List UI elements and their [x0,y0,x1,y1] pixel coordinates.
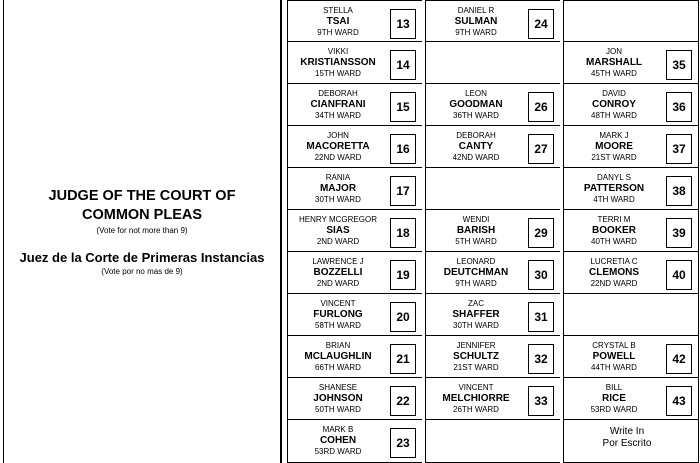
empty-cell [426,168,560,210]
candidate-last-name: CLEMONS [589,267,639,278]
write-in-label-english: Write In [609,426,645,437]
candidate-name-block [564,131,664,162]
candidate-first-name: MARK B [322,425,354,434]
candidate-last-name: DEUTCHMAN [443,267,509,278]
ballot-number-box[interactable]: 33 [528,386,554,416]
office-title-line1: JUDGE OF THE COURT OF [48,188,236,204]
candidate-last-name: BARISH [456,225,496,236]
candidate-last-name: KRISTIANSSON [300,57,376,68]
office-title-spanish: Juez de la Corte de Primeras Instancias [19,250,265,265]
ballot-number-box[interactable]: 18 [390,218,416,248]
candidate-ward: 40TH WARD [591,237,637,246]
candidate-first-name: ZAC [468,299,484,308]
candidate-last-name: SHAFFER [452,309,500,320]
write-in-cell[interactable] [564,420,698,463]
candidate-last-name: CANTY [458,141,494,152]
candidate-cell[interactable] [426,336,560,378]
candidate-last-name: MACORETTA [306,141,370,152]
candidate-cell[interactable] [426,294,560,336]
ballot-number-box[interactable]: 13 [390,9,416,39]
candidate-first-name: BILL [605,383,623,392]
candidate-cell[interactable] [288,210,422,252]
candidate-last-name: CONROY [592,99,636,110]
candidate-last-name: GOODMAN [449,99,503,110]
candidate-first-name: HENRY MCGREGOR [299,215,377,224]
candidate-last-name: BOOKER [592,225,636,236]
candidate-first-name: LEON [465,89,487,98]
candidate-cell[interactable] [288,378,422,420]
candidate-cell[interactable] [564,84,698,126]
candidate-cell[interactable] [564,168,698,210]
ballot-number-box[interactable]: 42 [666,344,692,374]
ballot-number-box[interactable]: 27 [528,134,554,164]
ballot-number-box[interactable]: 14 [390,50,416,80]
candidate-cell[interactable] [288,84,422,126]
candidate-first-name: DANYL S [597,173,631,182]
candidate-first-name: DEBORAH [456,131,496,140]
ballot-number-box[interactable]: 40 [666,260,692,290]
ballot-number-box[interactable]: 29 [528,218,554,248]
candidate-ward: 21ST WARD [591,153,637,162]
write-in-label-spanish: Por Escrito [602,438,652,449]
candidate-cell[interactable] [288,420,422,463]
candidate-last-name: SIAS [326,225,350,236]
candidate-last-name: MOORE [595,141,633,152]
candidate-first-name: JON [606,47,622,56]
candidate-ward: 58TH WARD [315,321,361,330]
candidate-cell[interactable] [288,294,422,336]
candidate-ward: 50TH WARD [315,405,361,414]
candidate-first-name: TERRI M [597,215,631,224]
candidate-cell[interactable] [426,378,560,420]
candidate-cell[interactable] [288,0,422,42]
candidate-column [563,0,699,463]
candidate-ward: 44TH WARD [591,363,637,372]
candidate-last-name: BOZZELLI [313,267,363,278]
candidate-first-name: VINCENT [458,383,494,392]
candidate-ward: 22ND WARD [314,153,362,162]
candidate-last-name: POWELL [592,351,636,362]
vote-instruction-english: (Vote for not more than 9) [96,226,188,235]
ballot-number-box[interactable]: 19 [390,260,416,290]
candidate-ward: 26TH WARD [453,405,499,414]
candidate-ward: 45TH WARD [591,69,637,78]
candidate-column [425,0,560,463]
candidate-first-name: DEBORAH [318,89,358,98]
candidate-name-block [426,299,526,330]
candidate-last-name: CIANFRANI [310,99,366,110]
ballot-number-box[interactable]: 39 [666,218,692,248]
candidate-ward: 53RD WARD [314,447,362,456]
candidate-ward: 2ND WARD [316,237,360,246]
candidate-name-block [288,215,388,246]
candidate-name-block [564,383,664,414]
candidate-name-block [288,425,388,456]
candidate-last-name: TSAI [326,16,350,27]
candidate-ward: 4TH WARD [593,195,635,204]
candidate-cell[interactable] [426,0,560,42]
candidate-ward: 30TH WARD [315,195,361,204]
candidate-ward: 9TH WARD [317,28,359,37]
empty-cell [564,294,698,336]
ballot-number-box[interactable]: 43 [666,386,692,416]
ballot-number-box[interactable]: 26 [528,92,554,122]
candidate-first-name: VIKKI [327,47,349,56]
candidate-cell[interactable] [564,210,698,252]
candidate-first-name: LUCRETIA C [590,257,638,266]
candidate-cell[interactable] [564,252,698,294]
candidate-name-block [564,47,664,78]
ballot [3,0,700,463]
candidate-first-name: VINCENT [320,299,356,308]
candidate-first-name: WENDI [462,215,490,224]
ballot-number-box[interactable]: 32 [528,344,554,374]
candidate-name-block [288,131,388,162]
candidate-ward: 21ST WARD [453,363,499,372]
write-in-label [564,426,690,450]
ballot-number-box[interactable]: 24 [528,9,554,39]
candidate-name-block [288,383,388,414]
candidate-cell[interactable] [288,336,422,378]
candidate-last-name: MARSHALL [585,57,643,68]
office-heading-spanish [4,250,280,276]
candidate-name-block [426,131,526,162]
candidate-ward: 34TH WARD [315,111,361,120]
vote-instruction-spanish: (Vote por no mas de 9) [101,267,183,276]
candidate-first-name: BRIAN [325,341,351,350]
ballot-number-box[interactable]: 20 [390,302,416,332]
ballot-number-box[interactable]: 35 [666,50,692,80]
candidate-name-block [288,47,388,78]
empty-cell [426,420,560,463]
candidate-name-block [564,215,664,246]
candidate-first-name: JOHN [327,131,349,140]
ballot-number-box[interactable]: 37 [666,134,692,164]
candidate-first-name: CRYSTAL B [592,341,636,350]
candidate-name-block [288,299,388,330]
candidate-name-block [564,173,664,204]
candidate-name-block [426,215,526,246]
candidate-last-name: RICE [602,393,626,404]
candidate-name-block [426,6,526,37]
candidate-last-name: MCLAUGHLIN [304,351,372,362]
candidate-first-name: SHANESE [318,383,358,392]
candidate-first-name: MARK J [599,131,629,140]
candidate-cell[interactable] [288,168,422,210]
candidate-name-block [288,341,388,372]
candidate-cell[interactable] [288,126,422,168]
empty-cell [426,42,560,84]
candidate-ward: 53RD WARD [590,405,638,414]
office-panel [4,0,282,463]
candidate-name-block [288,257,388,288]
ballot-number-box[interactable]: 22 [390,386,416,416]
candidate-last-name: MELCHIORRE [442,393,510,404]
candidate-first-name: LEONARD [456,257,496,266]
ballot-number-box[interactable]: 16 [390,134,416,164]
candidate-grid [287,0,700,463]
candidate-name-block [564,257,664,288]
candidate-last-name: MAJOR [319,183,357,194]
candidate-ward: 30TH WARD [453,321,499,330]
candidate-name-block [288,89,388,120]
candidate-cell[interactable] [564,336,698,378]
candidate-ward: 9TH WARD [455,28,497,37]
candidate-cell[interactable] [426,252,560,294]
candidate-last-name: COHEN [319,435,357,446]
candidate-name-block [564,341,664,372]
candidate-name-block [564,89,664,120]
candidate-first-name: RANIA [325,173,351,182]
candidate-ward: 42ND WARD [452,153,500,162]
candidate-ward: 36TH WARD [453,111,499,120]
office-title-line2: COMMON PLEAS [81,207,203,223]
empty-cell [564,0,698,42]
candidate-last-name: FURLONG [313,309,363,320]
candidate-ward: 5TH WARD [455,237,497,246]
ballot-number-box[interactable]: 23 [390,428,416,458]
candidate-ward: 66TH WARD [315,363,361,372]
ballot-number-box[interactable]: 17 [390,176,416,206]
candidate-first-name: LAWRENCE J [312,257,364,266]
candidate-cell[interactable] [426,84,560,126]
ballot-number-box[interactable]: 36 [666,92,692,122]
candidate-first-name: JENNIFER [456,341,496,350]
candidate-name-block [426,257,526,288]
ballot-number-box[interactable]: 21 [390,344,416,374]
candidate-column [287,0,422,463]
candidate-ward: 9TH WARD [455,279,497,288]
candidate-first-name: DANIEL R [457,6,495,15]
ballot-number-box[interactable]: 38 [666,176,692,206]
candidate-name-block [426,341,526,372]
candidate-name-block [426,383,526,414]
candidate-first-name: DAVID [602,89,626,98]
candidate-cell[interactable] [564,42,698,84]
candidate-cell[interactable] [426,210,560,252]
office-heading-english [4,187,280,235]
candidate-last-name: SULMAN [454,16,498,27]
ballot-number-box[interactable]: 15 [390,92,416,122]
candidate-ward: 15TH WARD [315,69,361,78]
candidate-last-name: JOHNSON [313,393,363,404]
ballot-number-box[interactable]: 31 [528,302,554,332]
candidate-name-block [288,6,388,37]
candidate-ward: 48TH WARD [591,111,637,120]
candidate-cell[interactable] [288,42,422,84]
candidate-last-name: PATTERSON [583,183,645,194]
candidate-cell[interactable] [564,378,698,420]
candidate-ward: 22ND WARD [590,279,638,288]
ballot-number-box[interactable]: 30 [528,260,554,290]
candidate-name-block [288,173,388,204]
candidate-last-name: SCHULTZ [453,351,499,362]
candidate-cell[interactable] [288,252,422,294]
candidate-cell[interactable] [564,126,698,168]
candidate-name-block [426,89,526,120]
candidate-ward: 2ND WARD [316,279,360,288]
candidate-first-name: STELLA [323,6,353,15]
candidate-cell[interactable] [426,126,560,168]
